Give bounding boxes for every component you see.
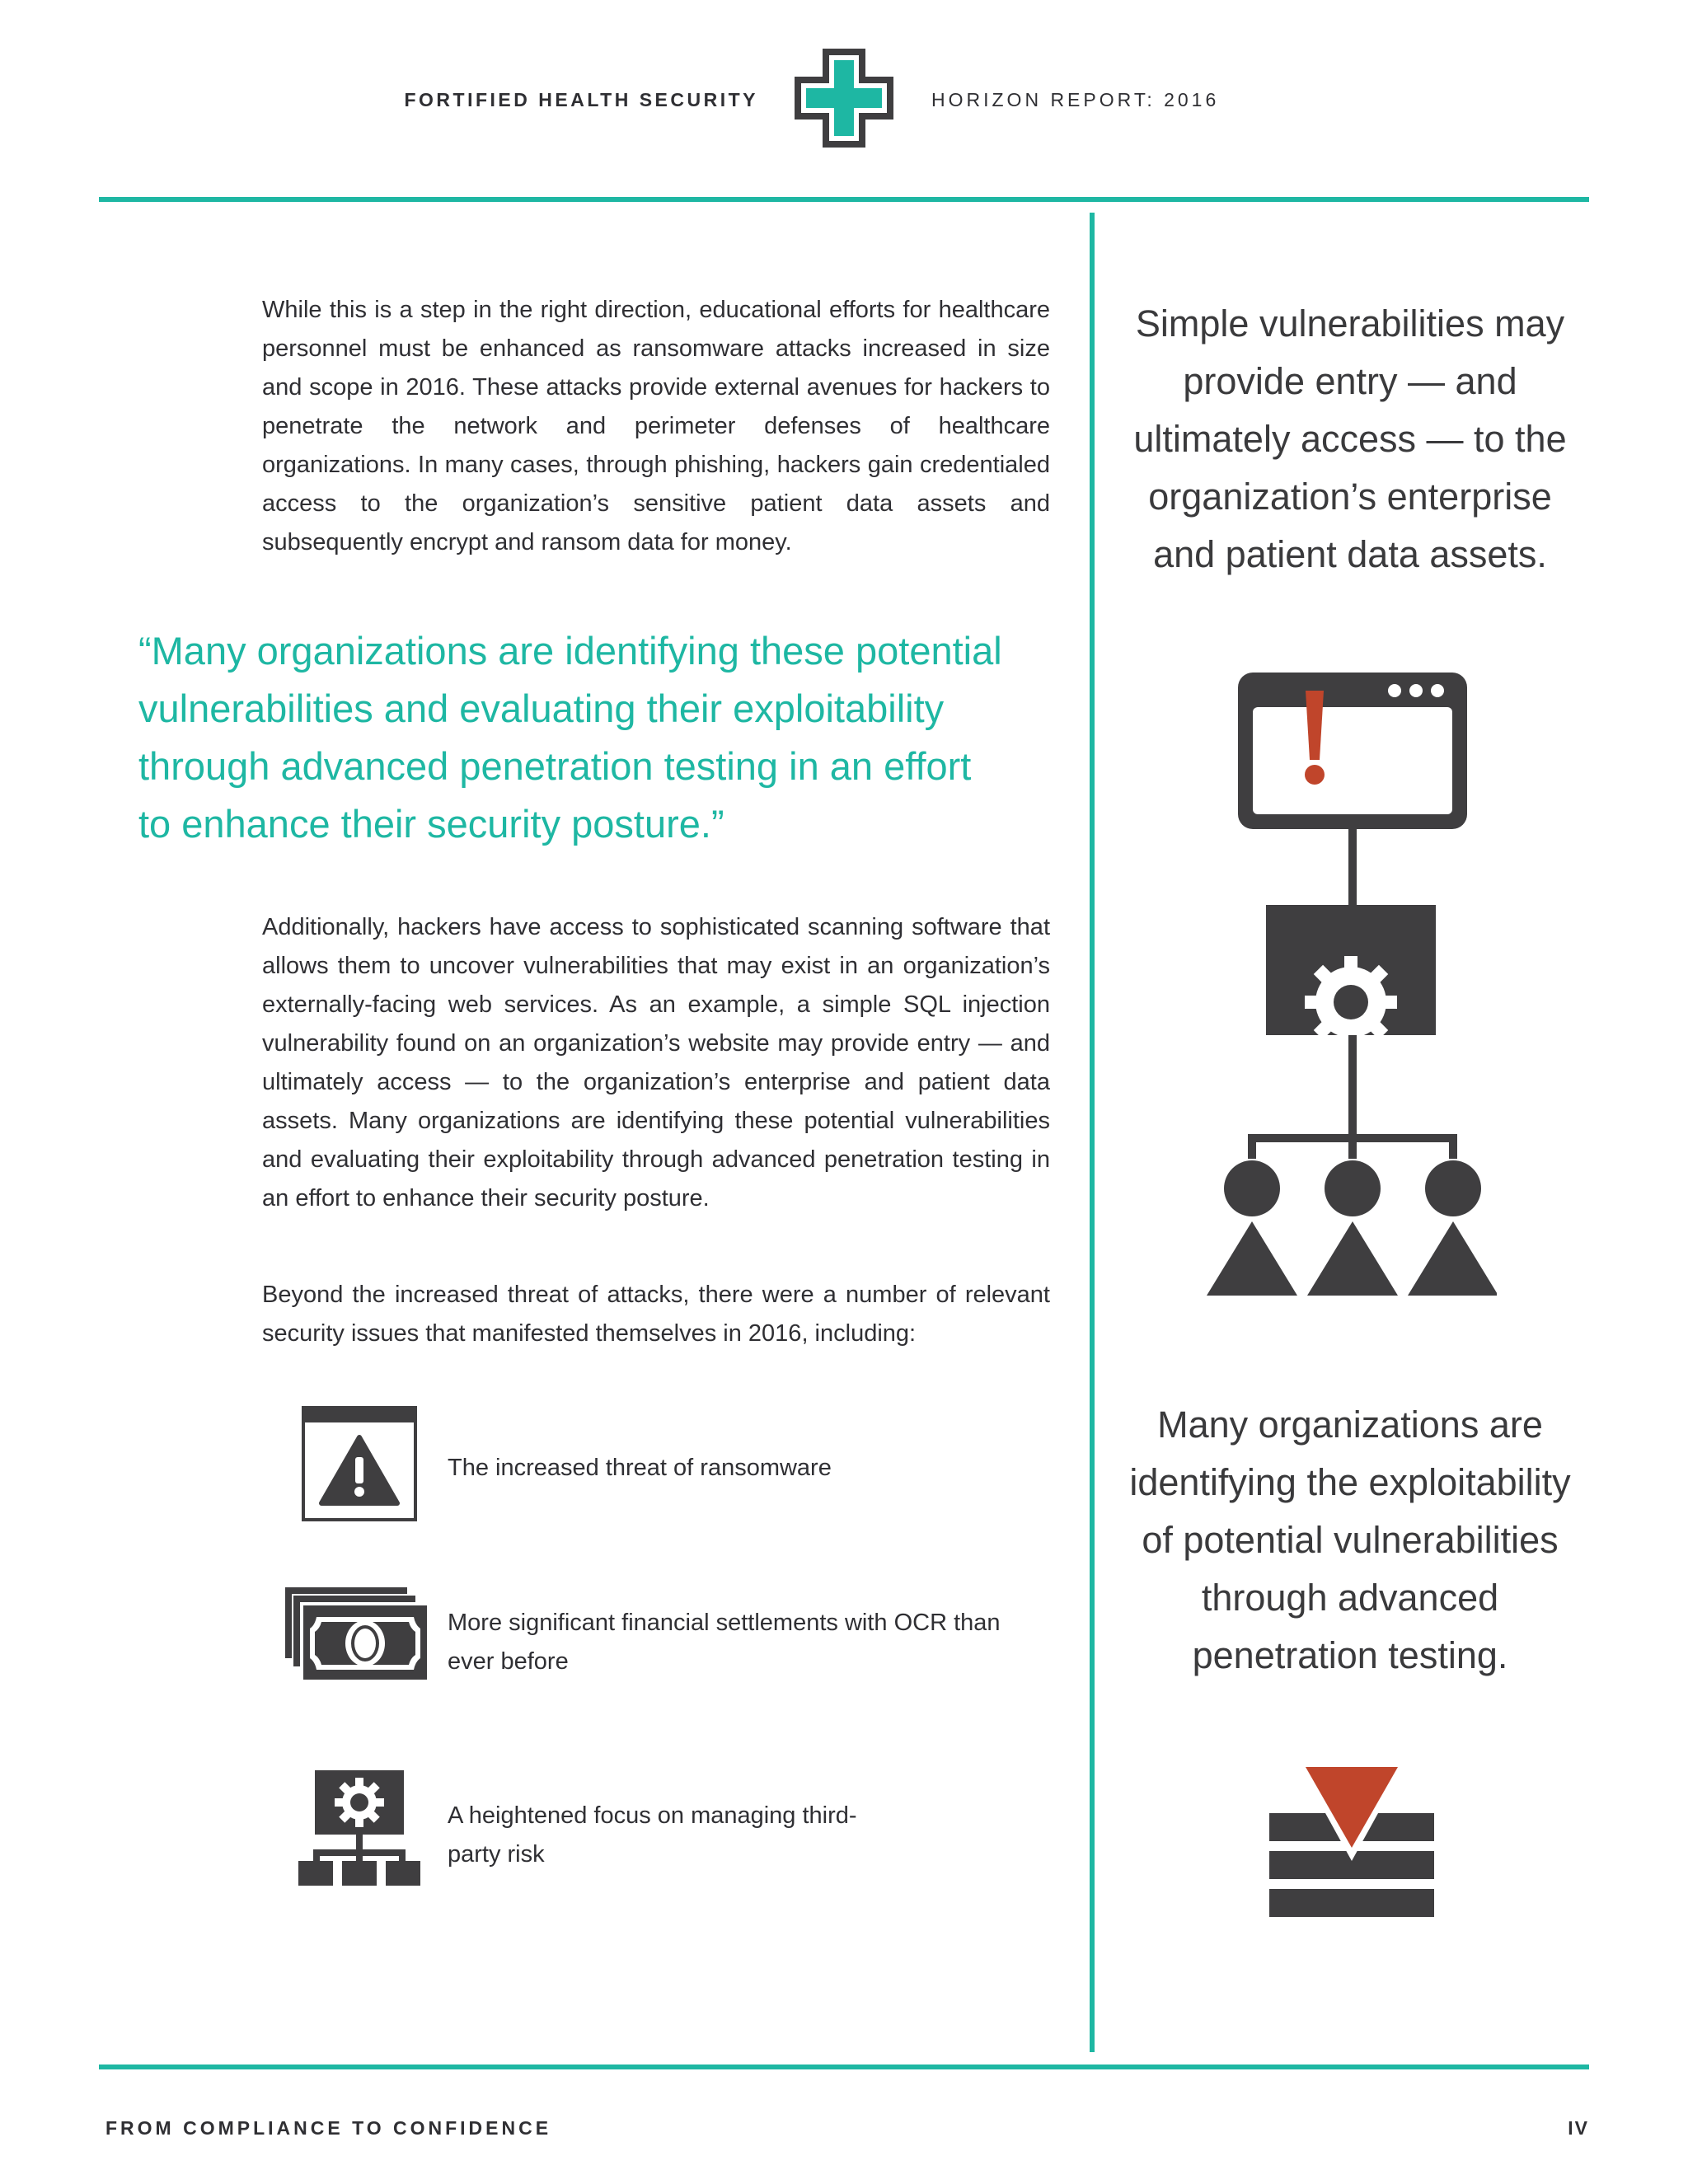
header-left-title: FORTIFIED HEALTH SECURITY [404, 89, 758, 110]
warning-icon [302, 1406, 417, 1521]
header-right-title: HORIZON REPORT: 2016 [931, 89, 1220, 110]
top-divider [99, 197, 1589, 202]
paragraph-scanning-software: Additionally, hackers have access to sophisticated scanning software that allows them to uncover vulnerabilities that may exist in an organization’s externally-facing web services. As an example, a simple SQL injection vulnerability found on an organization’s website may provide entry — and ultimately access — to the organization’s enterprise and patient data assets. Many organizations are identifying these potential vulnerabilities and evaluating their exploitability through advanced penetration testing in an effort to enhance their security posture. [262, 914, 1050, 1212]
medical-cross-logo-icon [793, 47, 895, 149]
issue-settlements-label: More significant financial settlements with OCR than ever before [448, 1610, 1001, 1675]
firewall-breach-icon [1268, 1765, 1436, 1927]
sidebar-callout-testing: Many organizations are identifying the exploitability of potential vulnerabilities through advanced penetration testing. [1129, 1404, 1571, 1676]
page-number: IV [1568, 2117, 1589, 2139]
network-gear-icon [297, 1769, 422, 1887]
issue-third-party-label: A heightened focus on managing third-party risk [448, 1802, 857, 1868]
footer-title: FROM COMPLIANCE TO CONFIDENCE [106, 2117, 552, 2139]
issue-ransomware-label: The increased threat of ransomware [448, 1455, 832, 1481]
paragraph-ransomware-intro: While this is a step in the right direction, educational efforts for healthcare personnel must be enhanced as ransomware attacks increased in size and scope in 2016. These attacks provide external avenues for hackers to penetrate the network and perimeter defenses of healthcare organizations. In many cases, through phishing, hackers gain credentialed access to the organization’s sensitive patient data assets and subsequently encrypt and ransom data for money. [262, 297, 1050, 555]
network-vulnerability-illustration [1203, 668, 1497, 1299]
column-divider [1090, 213, 1095, 2052]
sidebar-callout-entry: Simple vulnerabilities may provide entry — and ultimately access — to the organization’s enterprise and patient data assets. [1133, 302, 1567, 575]
paragraph-security-issues: Beyond the increased threat of attacks, there were a number of relevant security issues that manifested themselves in 2016, including: [262, 1282, 1050, 1347]
money-icon [284, 1586, 429, 1681]
bottom-divider [99, 2064, 1589, 2069]
pull-quote: “Many organizations are identifying these potential vulnerabilities and evaluating their exploitability through advanced penetration testing in an effort to enhance their security posture.” [138, 629, 1002, 846]
